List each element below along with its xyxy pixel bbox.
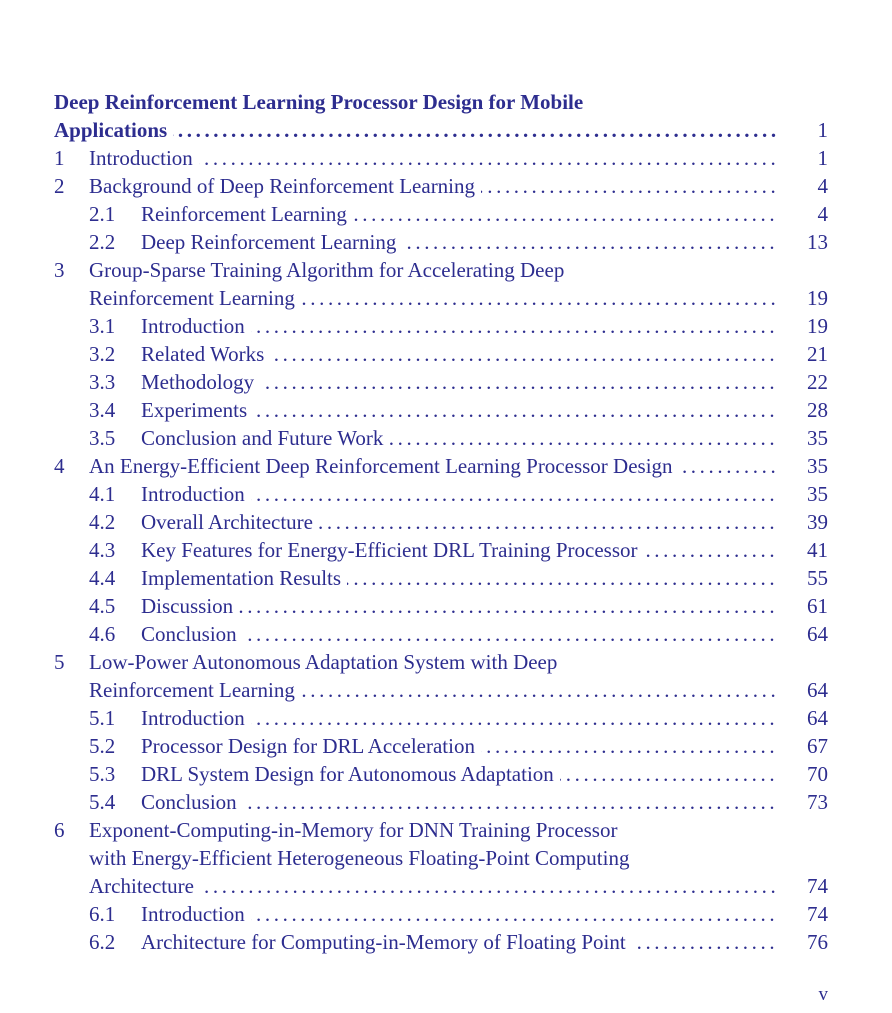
- toc-entry[interactable]: [0, 872, 892, 900]
- toc-entry-number: 5: [54, 650, 65, 674]
- toc-entry[interactable]: [0, 536, 892, 564]
- toc-entry[interactable]: [0, 704, 892, 732]
- toc-entry-title[interactable]: Experiments .....: [141, 396, 778, 424]
- toc-entry[interactable]: [0, 424, 892, 452]
- toc-entry-number: 5.2: [89, 734, 116, 758]
- toc-entry-title[interactable]: Low-Power Autonomous Adaptation System with Deep: [89, 650, 558, 674]
- toc-entry-title[interactable]: Applications .....: [54, 116, 778, 144]
- toc-entry[interactable]: [0, 452, 892, 480]
- toc-entry-page: 55: [807, 566, 828, 590]
- toc-entry-title[interactable]: An Energy-Efficient Deep Reinforcement Learning Processor Design .....: [89, 452, 778, 480]
- toc-entry[interactable]: [0, 676, 892, 704]
- toc-entry-page: 22: [807, 370, 828, 394]
- toc-entry-title[interactable]: Introduction .....: [141, 312, 778, 340]
- toc-entry-title[interactable]: with Energy-Efficient Heterogeneous Floating-Point Computing: [89, 846, 630, 870]
- toc-entry-number: 4.5: [89, 594, 116, 618]
- toc-entry-number: 3.1: [89, 314, 116, 338]
- toc-entry-page: 74: [807, 902, 828, 926]
- toc-entry-page: 13: [807, 230, 828, 254]
- toc-entry-number: 5.4: [89, 790, 116, 814]
- toc-entry-number: 6.1: [89, 902, 116, 926]
- toc-entry-number: 2: [54, 174, 65, 198]
- toc-entry-page: 35: [807, 454, 828, 478]
- toc-entry-title[interactable]: Conclusion and Future Work .....: [141, 424, 778, 452]
- toc-entry[interactable]: [0, 480, 892, 508]
- toc-entry-page: 74: [807, 874, 828, 898]
- toc-entry-number: 1: [54, 146, 65, 170]
- toc-entry-page: 19: [807, 286, 828, 310]
- toc-entry-title[interactable]: Group-Sparse Training Algorithm for Accelerating Deep: [89, 258, 565, 282]
- toc-entry-number: 3.5: [89, 426, 116, 450]
- toc-entry-number: 3.2: [89, 342, 116, 366]
- toc-entry-number: 4.4: [89, 566, 116, 590]
- toc-entry-title[interactable]: Implementation Results .....: [141, 564, 778, 592]
- toc-entry-number: 2.2: [89, 230, 116, 254]
- toc-entry-title[interactable]: Architecture for Computing-in-Memory of Floating Point .....: [141, 928, 778, 956]
- toc-entry[interactable]: [0, 760, 892, 788]
- toc-entry-page: 67: [807, 734, 828, 758]
- toc-entry-title[interactable]: Methodology .....: [141, 368, 778, 396]
- toc-entry-title[interactable]: Introduction .....: [141, 704, 778, 732]
- toc-entry-page: 35: [807, 426, 828, 450]
- toc-entry-title[interactable]: DRL System Design for Autonomous Adaptation .....: [141, 760, 778, 788]
- toc-entry-page: 61: [807, 594, 828, 618]
- toc-entry[interactable]: [0, 144, 892, 172]
- toc-entry-title[interactable]: Processor Design for DRL Acceleration .....: [141, 732, 778, 760]
- toc-entry[interactable]: [0, 340, 892, 368]
- toc-entry-title[interactable]: Introduction .....: [141, 480, 778, 508]
- toc-entry-title[interactable]: Introduction .....: [141, 900, 778, 928]
- toc-entry-number: 5.3: [89, 762, 116, 786]
- toc-entry-page: 21: [807, 342, 828, 366]
- toc-entry-title[interactable]: Reinforcement Learning .....: [141, 200, 778, 228]
- toc-entry-page: 4: [817, 174, 828, 198]
- toc-entry-page: 19: [807, 314, 828, 338]
- toc-entry[interactable]: [0, 284, 892, 312]
- toc-entry[interactable]: [0, 396, 892, 424]
- toc-entry-page: 1: [817, 146, 828, 170]
- toc-entry-page: 70: [807, 762, 828, 786]
- toc-entry-title[interactable]: Reinforcement Learning .....: [89, 676, 778, 704]
- toc-entry-page: 35: [807, 482, 828, 506]
- toc-entry-title[interactable]: Related Works .....: [141, 340, 778, 368]
- toc-entry[interactable]: [0, 620, 892, 648]
- toc-entry[interactable]: [0, 900, 892, 928]
- toc-entry-page: 64: [807, 706, 828, 730]
- toc-entry[interactable]: [0, 116, 892, 144]
- toc-entry-title[interactable]: Conclusion .....: [141, 788, 778, 816]
- toc-entry-title[interactable]: Conclusion .....: [141, 620, 778, 648]
- toc-entry-title[interactable]: Architecture .....: [89, 872, 778, 900]
- toc-entry-page: 64: [807, 622, 828, 646]
- toc-entry-page: 4: [817, 202, 828, 226]
- toc-entry-number: 3: [54, 258, 65, 282]
- toc-entry[interactable]: [0, 788, 892, 816]
- toc-entry[interactable]: [0, 312, 892, 340]
- toc-entry[interactable]: [0, 564, 892, 592]
- toc-entry-title[interactable]: Overall Architecture .....: [141, 508, 778, 536]
- toc-entry-number: 6: [54, 818, 65, 842]
- toc-entry[interactable]: [0, 200, 892, 228]
- toc-entry[interactable]: [0, 592, 892, 620]
- toc-entry[interactable]: [0, 88, 892, 116]
- page-number-footer: v: [818, 984, 828, 1005]
- toc-entry-number: 4.6: [89, 622, 116, 646]
- toc-entry-number: 4: [54, 454, 65, 478]
- toc-entry-title[interactable]: Key Features for Energy-Efficient DRL Training Processor .....: [141, 536, 778, 564]
- toc-entry[interactable]: [0, 508, 892, 536]
- toc-entry-number: 4.2: [89, 510, 116, 534]
- toc-entry-page: 39: [807, 510, 828, 534]
- toc-entry-title[interactable]: Background of Deep Reinforcement Learning .....: [89, 172, 778, 200]
- toc-entry[interactable]: [0, 928, 892, 956]
- toc-entry-page: 41: [807, 538, 828, 562]
- toc-entry-number: 4.1: [89, 482, 116, 506]
- toc-entry-page: 64: [807, 678, 828, 702]
- toc-entry-title[interactable]: Introduction .....: [89, 144, 778, 172]
- toc-entry-number: 5.1: [89, 706, 116, 730]
- toc-entry-page: 73: [807, 790, 828, 814]
- toc-entry-title[interactable]: Discussion .....: [141, 592, 778, 620]
- toc-entry-number: 6.2: [89, 930, 116, 954]
- toc-entry[interactable]: [0, 228, 892, 256]
- toc-entry-title[interactable]: Reinforcement Learning .....: [89, 284, 778, 312]
- toc-entry-number: 3.4: [89, 398, 116, 422]
- toc-entry-page: 28: [807, 398, 828, 422]
- toc-entry[interactable]: [0, 256, 892, 284]
- toc-entry-title[interactable]: Deep Reinforcement Learning .....: [141, 228, 778, 256]
- toc-entry[interactable]: [0, 648, 892, 676]
- toc-entry-title[interactable]: Deep Reinforcement Learning Processor Design for Mobile: [54, 90, 584, 114]
- toc-entry[interactable]: [0, 368, 892, 396]
- toc-entry-title[interactable]: Exponent-Computing-in-Memory for DNN Training Processor: [89, 818, 618, 842]
- toc-entry[interactable]: [0, 172, 892, 200]
- toc-entry[interactable]: [0, 816, 892, 844]
- toc-entry-number: 2.1: [89, 202, 116, 226]
- toc-entry-page: 1: [817, 118, 828, 142]
- toc-entry-number: 4.3: [89, 538, 116, 562]
- toc-entry[interactable]: [0, 844, 892, 872]
- toc-entry-number: 3.3: [89, 370, 116, 394]
- toc-entry-page: 76: [807, 930, 828, 954]
- toc-entry[interactable]: [0, 732, 892, 760]
